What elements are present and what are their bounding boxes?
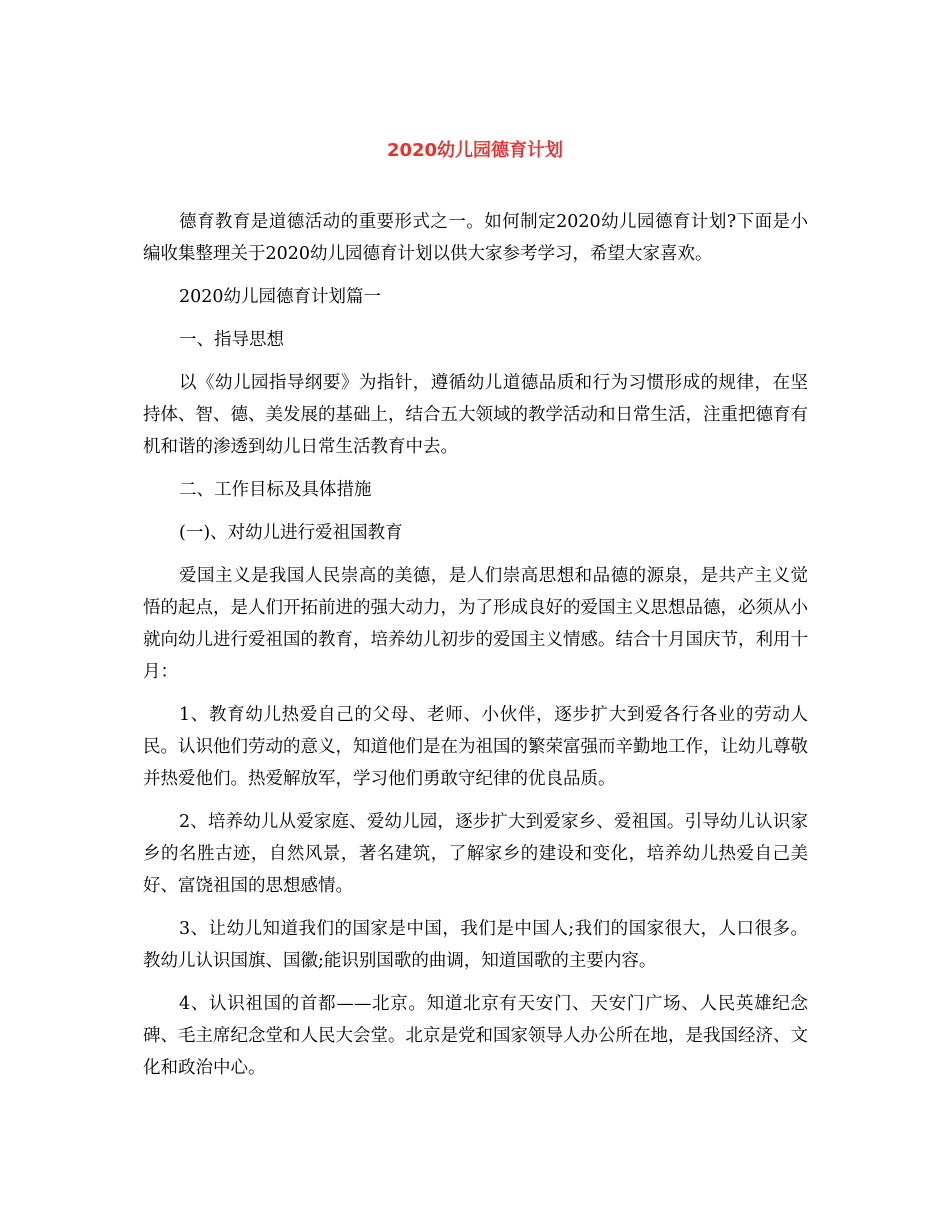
guiding-thought-paragraph: 以《幼儿园指导纲要》为指针，遵循幼儿道德品质和行为习惯形成的规律，在坚持体、智、德、美发展的基础上，结合五大领域的教学活动和日常生活，注重把德育有机和谐的渗透到幼儿日常生活教育中去。: [143, 373, 808, 457]
section-heading-goals: 二、工作目标及具体措施: [179, 480, 372, 500]
document-title: 2020幼儿园德育计划: [386, 140, 564, 161]
patriotism-paragraph: 爱国主义是我国人民崇高的美德，是人们崇高思想和品德的源泉，是共产主义觉悟的起点，是人们开拓前进的强大动力，为了形成良好的爱国主义思想品德，必须从小就向幼儿进行爱祖国的教育，培养幼儿初步的爱国主义情感。结合十月国庆节，利用十月：: [143, 566, 808, 682]
section-heading-guiding-thought: 一、指导思想: [179, 330, 284, 350]
list-item-4: 4、认识祖国的首都——北京。知道北京有天安门、天安门广场、人民英雄纪念碑、毛主席纪念堂和人民大会堂。北京是党和国家领导人办公所在地，是我国经济、文化和政治中心。: [143, 994, 808, 1078]
subsection-heading-patriotism: (一)、对幼儿进行爱祖国教育: [179, 523, 403, 543]
list-item-3: 3、让幼儿知道我们的国家是中国，我们是中国人;我们的国家很大，人口很多。教幼儿认识国旗、国徽;能识别国歌的曲调，知道国歌的主要内容。: [143, 919, 808, 971]
document-body: [143, 206, 808, 1095]
list-item-1: 1、教育幼儿热爱自己的父母、老师、小伙伴，逐步扩大到爱各行各业的劳动人民。认识他们劳动的意义，知道他们是在为祖国的繁荣富强而辛勤地工作，让幼儿尊敬并热爱他们。热爱解放军，学习他们勇敢守纪律的优良品质。: [143, 705, 808, 789]
intro-paragraph: 德育教育是道德活动的重要形式之一。如何制定2020幼儿园德育计划?下面是小编收集整理关于2020幼儿园德育计划以供大家参考学习，希望大家喜欢。: [143, 212, 808, 264]
list-item-2: 2、培养幼儿从爱家庭、爱幼儿园，逐步扩大到爱家乡、爱祖国。引导幼儿认识家乡的名胜古迹，自然风景，著名建筑，了解家乡的建设和变化，培养幼儿热爱自己美好、富饶祖国的思想感情。: [143, 812, 808, 896]
section-heading-plan-one: 2020幼儿园德育计划篇一: [179, 287, 382, 307]
